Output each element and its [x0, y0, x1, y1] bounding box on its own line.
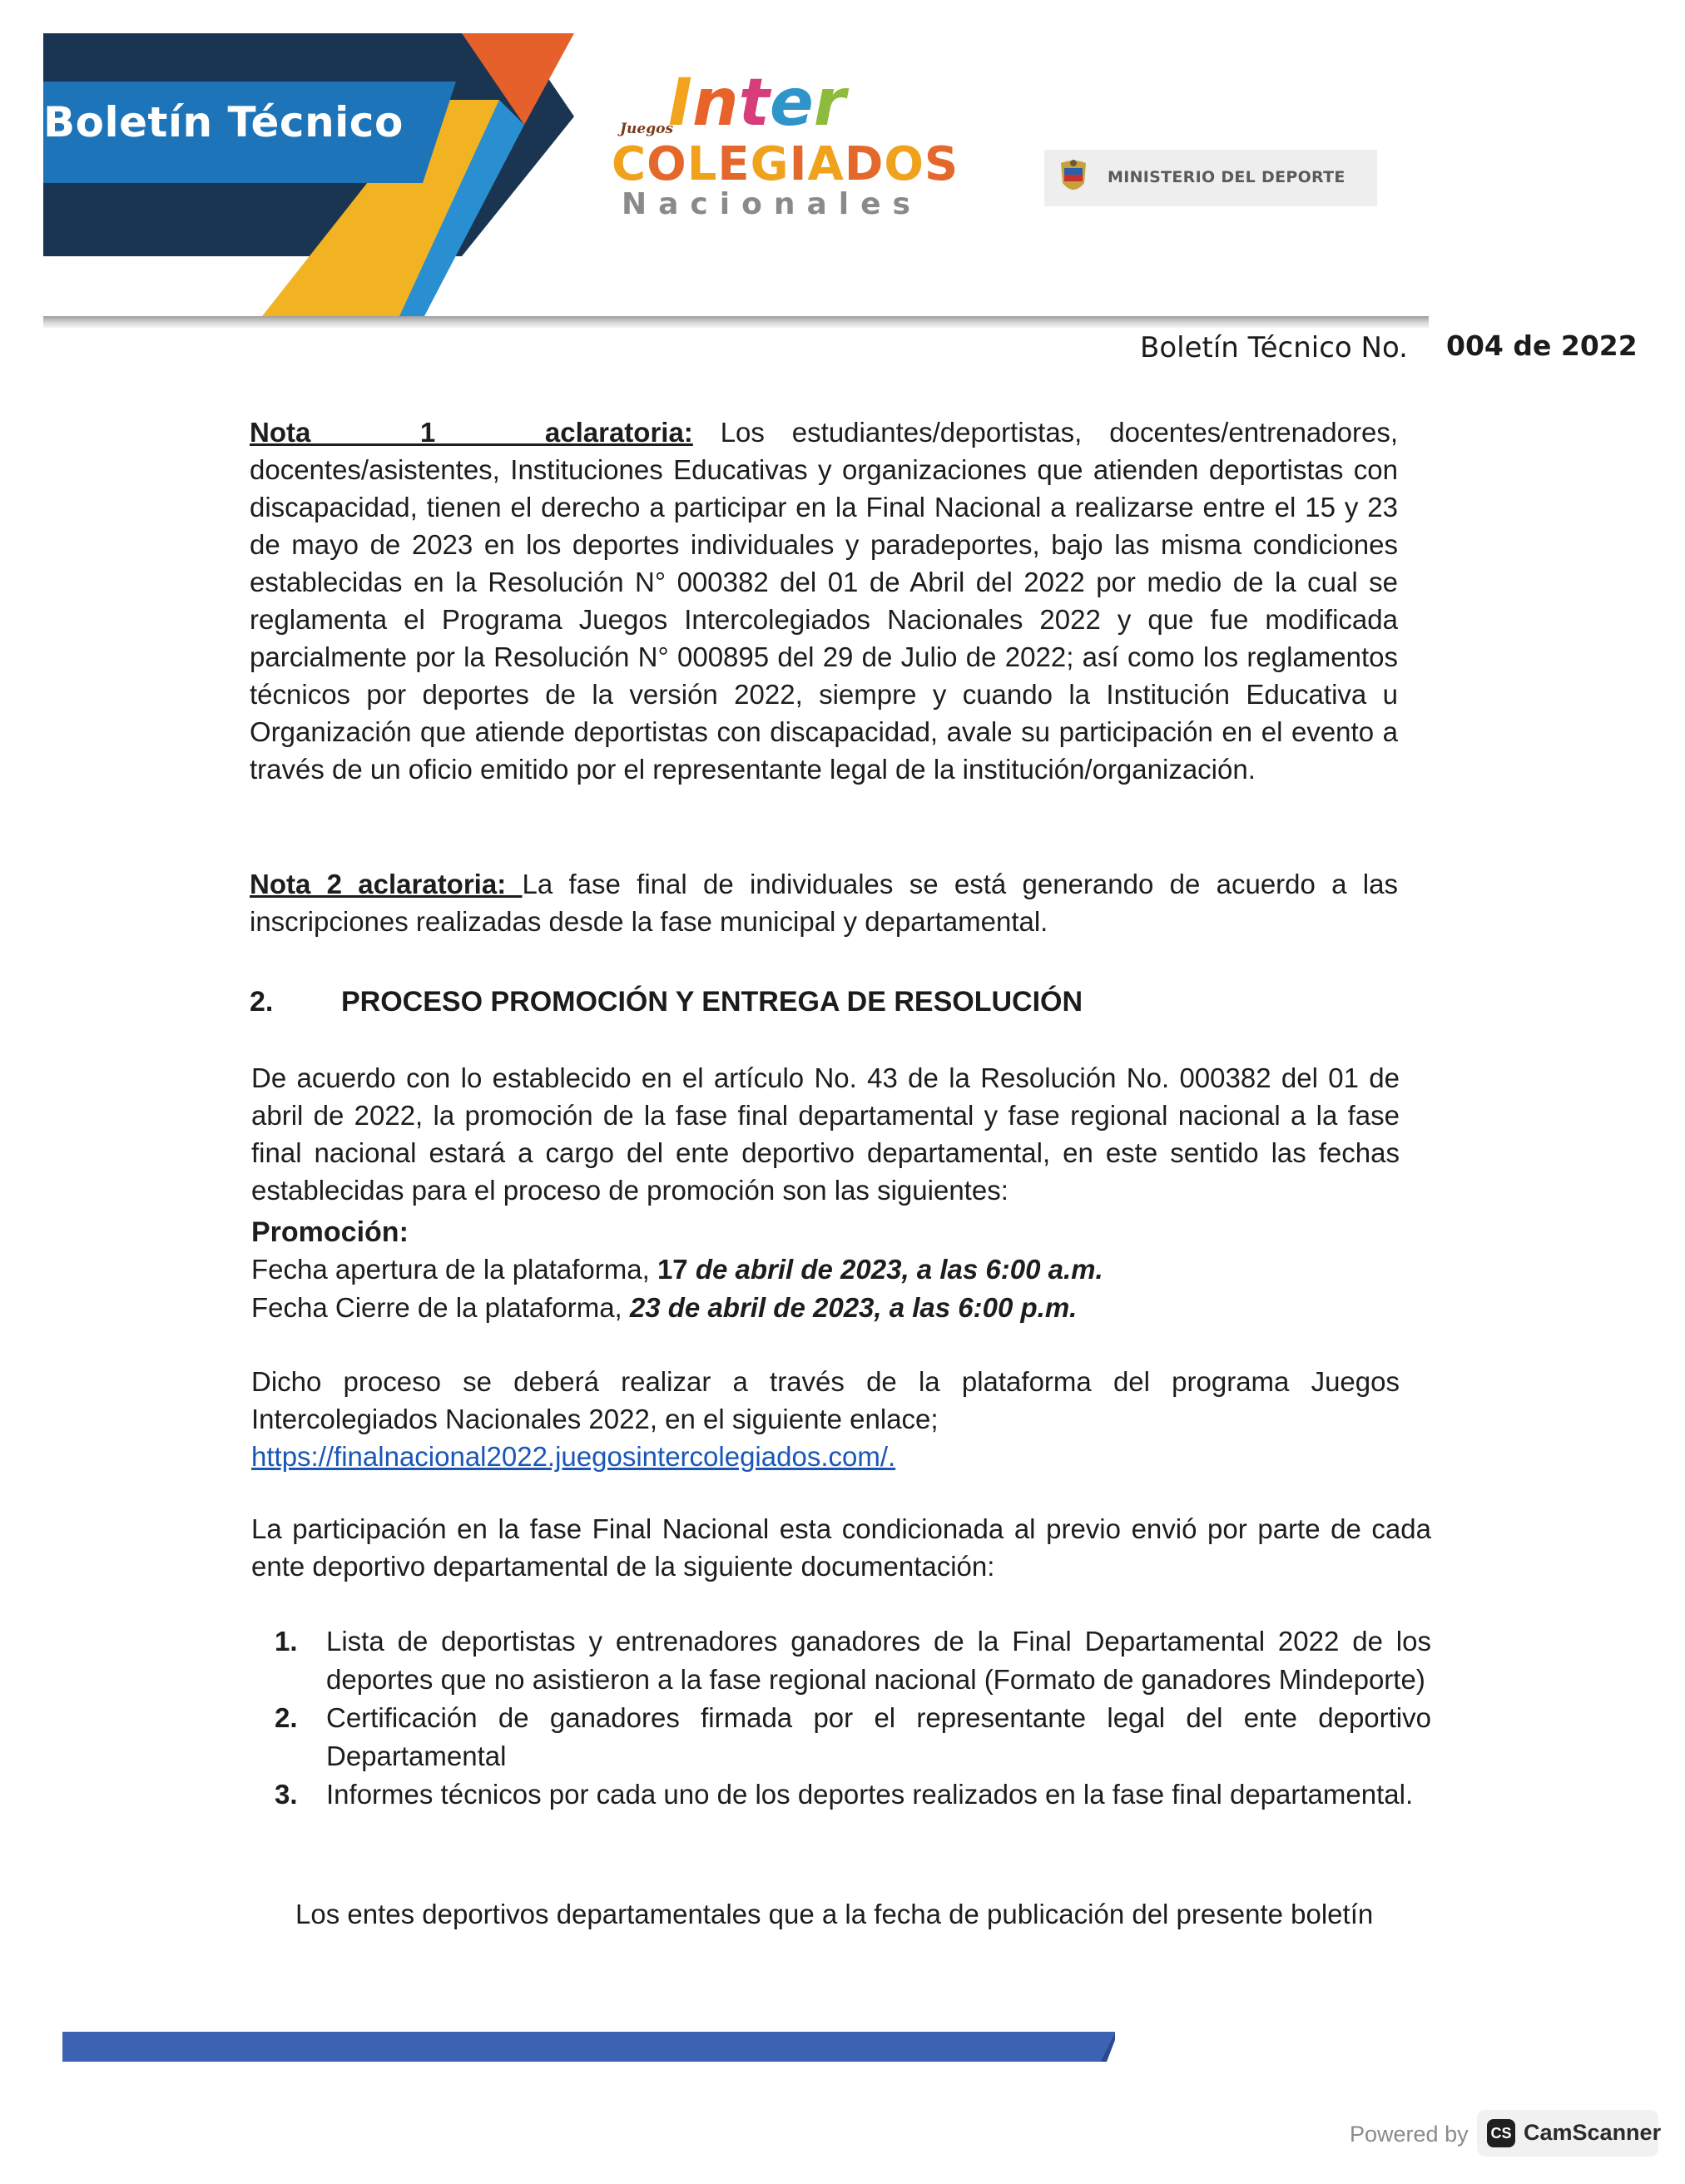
intro-paragraph: De acuerdo con lo establecido en el artículo No. 43 de la Resolución No. 000382 del 01 de abril de 2022, la promoción de la fase final departamental y fase regional nacional a la fase final nacional estará a cargo del ente deportivo departamental, en este sentido las fechas establecidas para el proceso de promoción son las siguientes: [251, 1062, 1400, 1206]
promocion-label: Promoción: [251, 1216, 409, 1248]
trailing-text: Los entes deportivos departamentales que a la fecha de publicación del presente boletín [295, 1899, 1374, 1929]
nota-2-label: Nota 2 aclaratoria: [250, 869, 523, 899]
bulletin-number: 004 de 2022 [1446, 329, 1638, 362]
camscanner-icon: CS [1487, 2119, 1515, 2147]
nota-2-text: La fase final de individuales se está generando de acuerdo a las inscripciones realizadas desde la fase municipal y departamental. [250, 869, 1398, 937]
logo-nacionales-text: Nacionales [622, 187, 922, 221]
platform-text: Dicho proceso se deberá realizar a través de la plataforma del programa Juegos Intercolegiados Nacionales 2022, en el siguiente enlace; [251, 1366, 1400, 1434]
list-item: 1. Lista de deportistas y entrenadores ganadores de la Final Departamental 2022 de los deportes que no asistieron a la fase regional nacional (Formato de ganadores Mindeporte) [275, 1626, 1431, 1695]
platform-paragraph [251, 1363, 1400, 1475]
fecha-cierre-line: Fecha Cierre de la plataforma, 23 de abril de 2023, a las 6:00 p.m. [251, 1292, 1078, 1323]
section-2-number: 2. [250, 986, 274, 1018]
banner-title: Boletín Técnico [43, 98, 404, 146]
header-divider [43, 316, 1429, 328]
section-2-heading [250, 986, 1083, 1018]
bulletin-label: Boletín Técnico No. [1140, 331, 1408, 364]
fecha-apertura-line: Fecha apertura de la plataforma, 17 de abril de 2023, a las 6:00 a.m. [251, 1254, 1103, 1285]
platform-link[interactable]: https://finalnacional2022.juegosintercolegiados.com/. [251, 1441, 896, 1472]
powered-by-label: Powered by [1350, 2122, 1469, 2147]
logo-juegos-text: Juegos [620, 121, 674, 137]
camscanner-name: CamScanner [1524, 2120, 1662, 2145]
documents-list [275, 1622, 1431, 1814]
nota-2-paragraph [250, 865, 1398, 940]
nota-1-paragraph [250, 414, 1398, 788]
section-2-title: PROCESO PROMOCIÓN Y ENTREGA DE RESOLUCIÓN [341, 986, 1083, 1018]
camscanner-badge [1477, 2110, 1662, 2157]
nota-1-label: Nota 1 aclaratoria: [250, 417, 693, 448]
colombia-crest-icon [1054, 158, 1093, 198]
list-item: 2. Certificación de ganadores firmada por el representante legal del ente deportivo Departamental [275, 1702, 1431, 1771]
list-item: 3. Informes técnicos por cada uno de los deportes realizados en la fase final departamental. [275, 1779, 1414, 1810]
intercolegiados-logo [612, 66, 959, 229]
logo-colegiados-text: COLEGIADOS [612, 137, 959, 191]
logo-inter-text: Inter [668, 66, 846, 141]
nota-1-text: Los estudiantes/deportistas, docentes/entrenadores, docentes/asistentes, Instituciones Educativas y organizaciones que atienden deportistas con discapacidad, tienen el derecho a participar en la Final Nacional a realizarse entre el 15 y 23 de mayo de 2023 en los deportes individuales y paradeportes, bajo las misma condiciones establecidas en la Resolución N° 000382 del 01 de Abril del 2022 por medio de la cual se reglamenta el Programa Juegos Intercolegiados Nacionales 2022 y que fue modificada parcialmente por la Resolución N° 000895 del 29 de Julio de 2022; así como los reglamentos técnicos por deportes de la versión 2022, siempre y cuando la Institución Educativa u Organización que atiende deportistas con discapacidad, avale su participación en el evento a través de un oficio emitido por el representante legal de la institución/organización. [250, 417, 1398, 785]
participation-paragraph: La participación en la fase Final Nacional esta condicionada al previo envió por parte de cada ente deportivo departamental de la siguiente documentación: [251, 1513, 1431, 1582]
ministry-badge [1044, 150, 1377, 206]
ministry-label: MINISTERIO DEL DEPORTE [1108, 168, 1346, 186]
